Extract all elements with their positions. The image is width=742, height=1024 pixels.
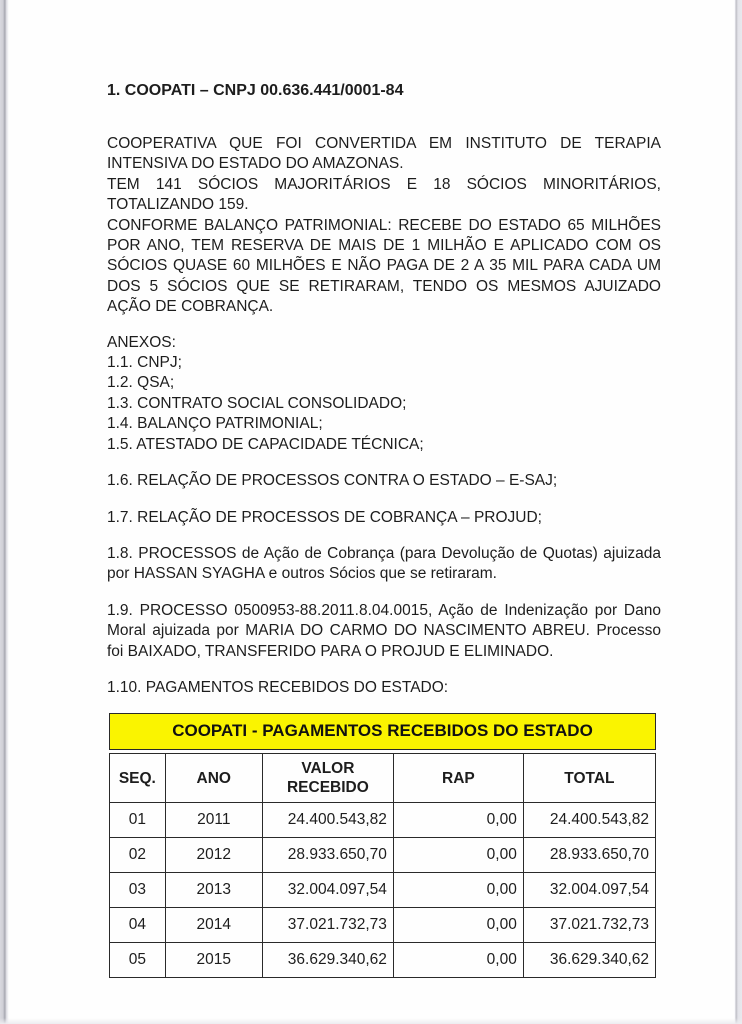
column-header-valor: VALOR RECEBIDO (262, 754, 393, 803)
table-header-row (110, 754, 656, 803)
payments-table (109, 753, 656, 978)
cell-seq: 01 (110, 803, 166, 838)
cell-valor: 24.400.543,82 (262, 803, 393, 838)
numbered-item-1-7: 1.7. RELAÇÃO DE PROCESSOS DE COBRANÇA – PROJUD; (107, 508, 542, 526)
table-row (110, 943, 656, 978)
photo-edge-right (734, 0, 742, 1024)
intro-paragraph: COOPERATIVA QUE FOI CONVERTIDA EM INSTITUTO DE TERAPIA INTENSIVA DO ESTADO DO AMAZONAS. (107, 135, 661, 173)
cell-rap: 0,00 (393, 943, 523, 978)
numbered-item-1-9: 1.9. PROCESSO 0500953-88.2011.8.04.0015, Ação de Indenização por Dano Moral ajuizada por MARIA DO CARMO DO NASCIMENTO ABREU. Processo foi BAIXADO, TRANSFERIDO PARA O PROJUD E ELIMINADO. (107, 601, 661, 660)
cell-total: 32.004.097,54 (523, 873, 655, 908)
anexos-section (107, 333, 661, 455)
anexos-item: 1.3. CONTRATO SOCIAL CONSOLIDADO; (107, 394, 407, 412)
anexos-item: 1.5. ATESTADO DE CAPACIDADE TÉCNICA; (107, 435, 424, 453)
cell-rap: 0,00 (393, 838, 523, 873)
photo-edge-left (0, 0, 9, 1024)
cell-seq: 05 (110, 943, 166, 978)
table-row (110, 908, 656, 943)
cell-ano: 2012 (165, 838, 262, 873)
cell-rap: 0,00 (393, 873, 523, 908)
cell-ano: 2014 (165, 908, 262, 943)
payments-table-section (109, 713, 656, 978)
numbered-item-1-6: 1.6. RELAÇÃO DE PROCESSOS CONTRA O ESTADO – E-SAJ; (107, 472, 558, 490)
cell-valor: 32.004.097,54 (262, 873, 393, 908)
column-header-seq: SEQ. (110, 754, 166, 803)
anexos-item: 1.1. CNPJ; (107, 354, 182, 372)
cell-total: 24.400.543,82 (523, 803, 655, 838)
page-title: 1. COOPATI – CNPJ 00.636.441/0001-84 (107, 82, 404, 99)
cell-ano: 2013 (165, 873, 262, 908)
cell-total: 28.933.650,70 (523, 838, 655, 873)
anexos-item: 1.4. BALANÇO PATRIMONIAL; (107, 415, 323, 433)
cell-rap: 0,00 (393, 908, 523, 943)
column-header-ano: ANO (165, 754, 262, 803)
cell-ano: 2011 (165, 803, 262, 838)
numbered-item-1-8: 1.8. PROCESSOS de Ação de Cobrança (para Devolução de Quotas) ajuizada por HASSAN SYAGHA e outros Sócios que se retiraram. (107, 544, 661, 583)
cell-valor: 28.933.650,70 (262, 838, 393, 873)
cell-rap: 0,00 (393, 803, 523, 838)
cell-seq: 04 (110, 908, 166, 943)
anexos-item: 1.2. QSA; (107, 374, 175, 392)
cell-seq: 03 (110, 873, 166, 908)
cell-total: 37.021.732,73 (523, 908, 655, 943)
intro-paragraph: CONFORME BALANÇO PATRIMONIAL: RECEBE DO ESTADO 65 MILHÕES POR ANO, TEM RESERVA DE MAIS DE 1 MILHÃO E APLICADO COM OS SÓCIOS QUASE 60 MILHÕES E NÃO PAGA DE 2 A 35 MIL PARA CADA UM DOS 5 SÓCIOS QUE SE RETIRARAM, TENDO OS MESMOS AJUIZADO AÇÃO DE COBRANÇA. (107, 216, 661, 316)
column-header-rap: RAP (393, 754, 523, 803)
cell-total: 36.629.340,62 (523, 943, 655, 978)
cell-valor: 37.021.732,73 (262, 908, 393, 943)
column-header-total: TOTAL (523, 754, 655, 803)
intro-paragraph: TEM 141 SÓCIOS MAJORITÁRIOS E 18 SÓCIOS MINORITÁRIOS, TOTALIZANDO 159. (107, 175, 661, 214)
numbered-item-1-10: 1.10. PAGAMENTOS RECEBIDOS DO ESTADO: (107, 678, 449, 696)
cell-seq: 02 (110, 838, 166, 873)
anexos-heading: ANEXOS: (107, 333, 176, 351)
cell-ano: 2015 (165, 943, 262, 978)
table-row (110, 838, 656, 873)
document-content (107, 80, 661, 978)
payments-table-title: COOPATI - PAGAMENTOS RECEBIDOS DO ESTADO (109, 713, 656, 750)
table-row (110, 873, 656, 908)
photo-edge-bottom (0, 1018, 742, 1024)
cell-valor: 36.629.340,62 (262, 943, 393, 978)
table-row (110, 803, 656, 838)
document-page (9, 0, 734, 1024)
